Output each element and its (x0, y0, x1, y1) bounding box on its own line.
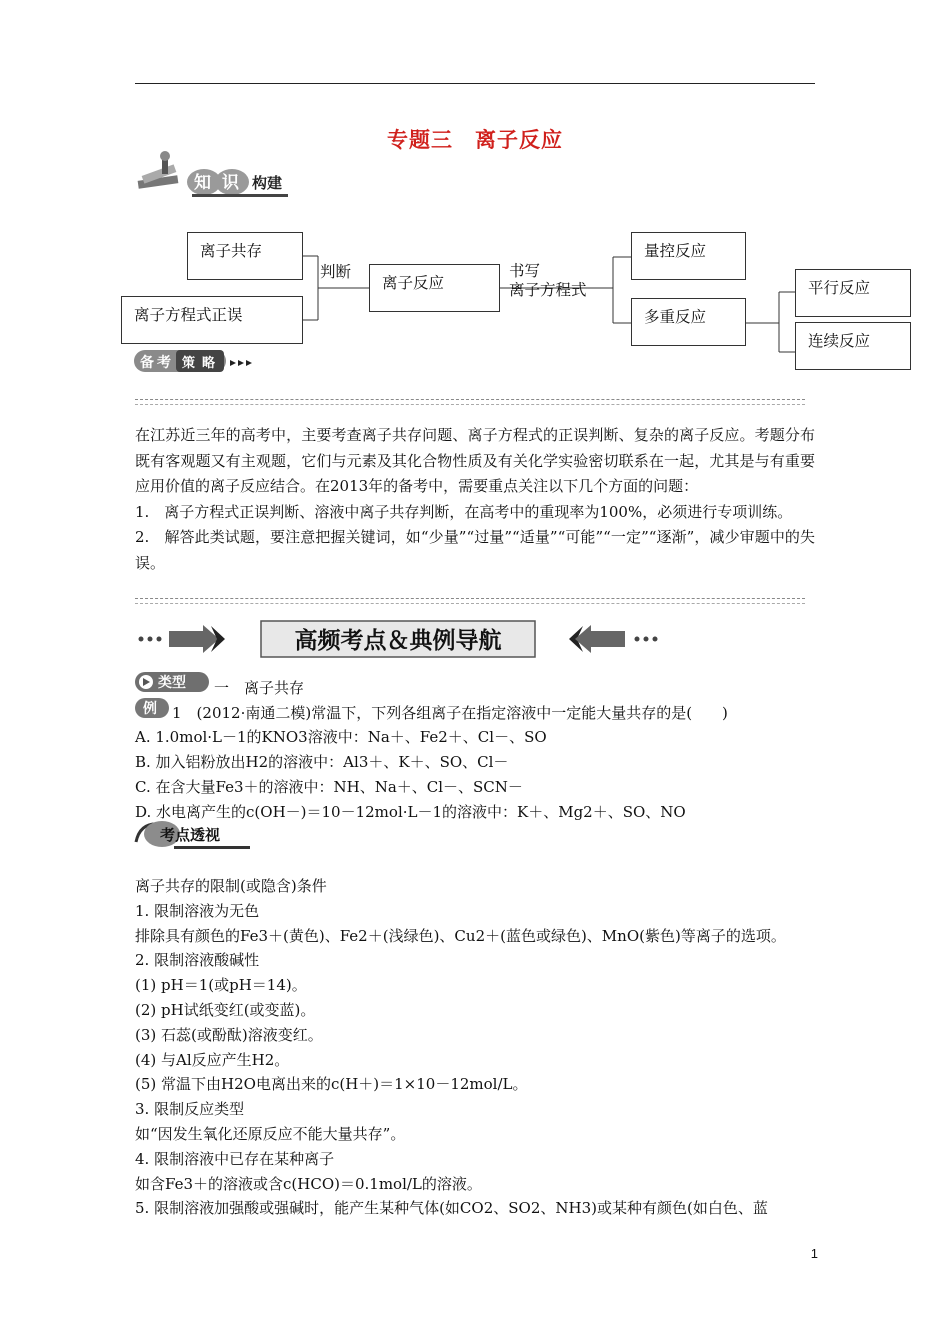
strategy-badge (132, 348, 262, 376)
box-quantity-control (631, 232, 746, 280)
box-parallel (795, 269, 911, 317)
strategy-char-4: 略 (202, 356, 216, 371)
analysis-line: 离子共存的限制(或隐含)条件 (135, 877, 327, 895)
equation-check-label: 离子方程式正误 (134, 306, 243, 324)
right-arrow-icon (569, 625, 658, 653)
multi-reaction-label: 多重反应 (644, 308, 707, 326)
analysis-line: 4. 限制溶液中已存在某种离子 (135, 1149, 335, 1168)
example-badge (134, 697, 172, 719)
strategy-paragraph-1: 在江苏近三年的高考中，主要考查离子共存问题、离子方程式的正误判断、复杂的离子反应。考题分布既有客观题又有主观题，它们与元素及其化合物性质及有关化学实验密切联系在一起，尤其是与有重要应用价值的离子反应结合。在2013年的备考中，需要重点关注以下几个方面的问题： (135, 426, 815, 495)
strategy-char-3: 策 (182, 356, 196, 371)
option-c: C. 在含大量Fe3＋的溶液中：NH、Na＋、Cl－、SCN－ (135, 778, 523, 796)
strategy-paragraph-2: 1. 离子方程式正误判断、溶液中离子共存判断，在高考中的重现率为100%，必须进行专项训练。 (135, 502, 793, 521)
analysis-line: 2. 限制溶液酸碱性 (135, 951, 260, 970)
analysis-line: 如含Fe3＋的溶液或含c(HCO)＝0.1mol/L的溶液。 (135, 1174, 482, 1193)
analysis-line: (4) 与Al反应产生H2。 (135, 1050, 290, 1069)
badge-char-3: 构建 (252, 174, 283, 192)
page-title: 专题三 离子反应 (387, 128, 563, 152)
page-number: 1 (810, 1246, 818, 1261)
box-equation-check (121, 296, 303, 344)
kaodian-text: 考点透视 (160, 826, 221, 844)
kaodian-badge (134, 818, 254, 852)
type-badge (134, 671, 214, 693)
banner-text: 高频考点＆典例导航 (294, 628, 502, 654)
arrows-icon (230, 360, 252, 366)
analysis-line: 3. 限制反应类型 (135, 1100, 245, 1119)
badge-char-1: 知 (194, 173, 211, 193)
divider-bottom-thin (135, 603, 805, 604)
analysis-line: 如“因发生氧化还原反应不能大量共存”。 (135, 1125, 406, 1143)
type-one-heading: 一 离子共存 (214, 679, 305, 697)
quantity-control-label: 量控反应 (644, 242, 707, 260)
option-a: A. 1.0mol·L－1的KNO3溶液中：Na＋、Fe2＋、Cl－、SO (135, 728, 547, 746)
section-banner (133, 618, 803, 660)
strategy-char-2: 考 (157, 355, 171, 371)
ion-reaction-label: 离子反应 (382, 274, 445, 292)
analysis-line: 5. 限制溶液加强酸或强碱时，能产生某种气体(如CO2、SO2、NH3)或某种有颜色(如白色、蓝 (135, 1199, 768, 1218)
example-question: 1 (2012·南通二模)常温下，下列各组离子在指定溶液中一定能大量共存的是( ) (172, 704, 728, 722)
judge-label: 判断 (320, 263, 352, 281)
option-b: B. 加入铝粉放出H2的溶液中：Al3＋、K＋、SO、Cl－ (135, 753, 509, 771)
strategy-char-1: 备 (140, 355, 154, 371)
write-label-2: 离子方程式 (509, 281, 587, 299)
left-arrow-icon (139, 625, 226, 653)
option-d: D. 水电离产生的c(OH－)＝10－12mol·L－1的溶液中：K＋、Mg2＋、SO、NO (135, 803, 686, 821)
analysis-line: (3) 石蕊(或酚酞)溶液变红。 (135, 1025, 323, 1044)
analysis-line: (1) pH＝1(或pH＝14)。 (135, 976, 307, 995)
analysis-line: (2) pH试纸变红(或变蓝)。 (135, 1001, 316, 1019)
type-badge-text: 类型 (158, 675, 186, 691)
strategy-text (135, 423, 815, 576)
badge-char-2: 识 (222, 173, 239, 193)
divider-top-thin (135, 404, 805, 405)
analysis-line: (5) 常温下由H2O电离出来的c(H＋)＝1×10－12mol/L。 (135, 1075, 528, 1094)
divider-top (135, 399, 805, 400)
ion-coexist-label: 离子共存 (200, 242, 263, 260)
continuous-label: 连续反应 (808, 332, 871, 350)
strategy-paragraph-3: 2. 解答此类试题，要注意把握关键词，如“少量”“过量”“适量”“可能”“一定”“逐渐”，减少审题中的失误。 (135, 528, 815, 572)
write-label-1: 书写 (509, 262, 541, 280)
parallel-label: 平行反应 (808, 279, 871, 297)
divider-bottom (135, 598, 805, 599)
analysis-line: 排除具有颜色的Fe3＋(黄色)、Fe2＋(浅绿色)、Cu2＋(蓝色或绿色)、MnO(紫色)等离子的选项。 (135, 926, 786, 945)
box-ion-coexist (187, 232, 303, 280)
box-ion-reaction (369, 264, 500, 312)
analysis-line: 1. 限制溶液为无色 (135, 901, 260, 920)
box-continuous (795, 322, 911, 370)
box-multi-reaction (631, 298, 746, 346)
example-badge-text: 例 (143, 701, 157, 717)
